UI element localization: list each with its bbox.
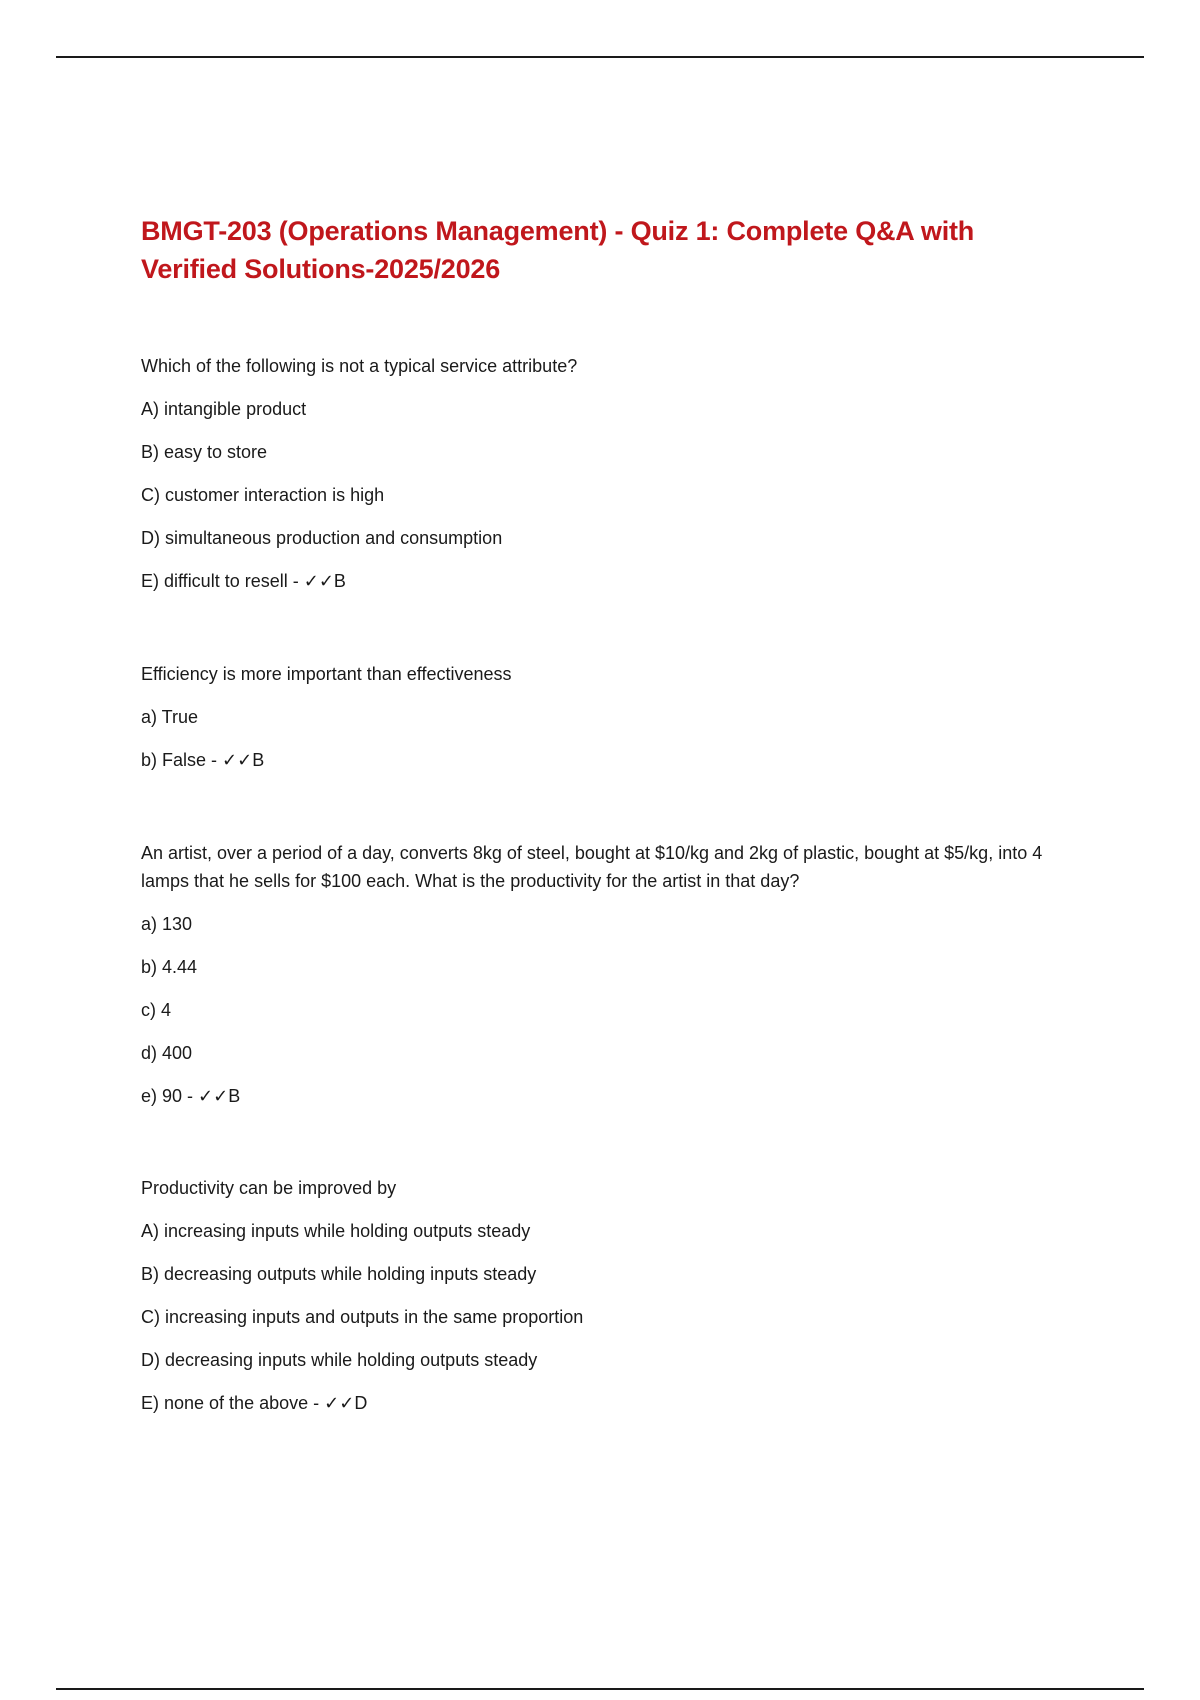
question-2-option-b	[141, 746, 1061, 775]
question-1-answer: B	[333, 571, 346, 591]
question-2-text: Efficiency is more important than effectiveness	[141, 664, 512, 684]
question-4-option-c: C) increasing inputs and outputs in the same proportion	[141, 1307, 584, 1327]
question-4-text: Productivity can be improved by	[141, 1178, 397, 1198]
question-2-option-a: a) True	[141, 707, 199, 727]
question-3-text: An artist, over a period of a day, converts 8kg of steel, bought at $10/kg and 2kg of plastic, bought at $5/kg, into 4 lamps that he sells for $100 each. What is the productivity for the artist in that day?	[141, 843, 1043, 891]
question-1-option-e	[141, 567, 1061, 596]
document-body	[141, 212, 1061, 1414]
question-3	[141, 839, 1061, 1111]
answer-check-icon: ✓✓	[324, 1393, 355, 1414]
question-4-option-a: A) increasing inputs while holding outputs steady	[141, 1221, 531, 1241]
question-4-option-d: D) decreasing inputs while holding outputs steady	[141, 1350, 538, 1370]
question-3-option-a: a) 130	[141, 914, 193, 934]
question-4-option-e	[141, 1389, 1061, 1418]
question-3-answer: B	[228, 1086, 241, 1106]
answer-check-icon: ✓✓	[303, 571, 334, 592]
question-3-option-d: d) 400	[141, 1043, 193, 1063]
question-2	[141, 660, 1061, 775]
question-2-answer: B	[252, 750, 265, 770]
bottom-rule	[56, 1688, 1144, 1690]
question-4	[141, 1174, 1061, 1418]
question-1-option-e-text: E) difficult to resell -	[141, 571, 299, 591]
question-1-option-a: A) intangible product	[141, 399, 307, 419]
question-4-option-e-text: E) none of the above -	[141, 1393, 320, 1413]
answer-check-icon: ✓✓	[198, 1086, 229, 1107]
page-title: BMGT-203 (Operations Management) - Quiz 1: Complete Q&A with Verified Solutions-2025/2026	[141, 216, 975, 284]
question-4-answer: D	[354, 1393, 368, 1413]
top-rule	[56, 56, 1144, 58]
question-2-option-b-text: b) False -	[141, 750, 218, 770]
question-1-option-c: C) customer interaction is high	[141, 485, 385, 505]
question-1	[141, 352, 1061, 596]
question-1-option-b: B) easy to store	[141, 442, 268, 462]
question-3-option-c: c) 4	[141, 1000, 172, 1020]
question-1-text: Which of the following is not a typical service attribute?	[141, 356, 578, 376]
question-3-option-e	[141, 1082, 1061, 1111]
question-3-option-b: b) 4.44	[141, 957, 198, 977]
question-1-option-d: D) simultaneous production and consumption	[141, 528, 503, 548]
question-3-option-e-text: e) 90 -	[141, 1086, 194, 1106]
question-4-option-b: B) decreasing outputs while holding inputs steady	[141, 1264, 537, 1284]
answer-check-icon: ✓✓	[222, 750, 253, 771]
